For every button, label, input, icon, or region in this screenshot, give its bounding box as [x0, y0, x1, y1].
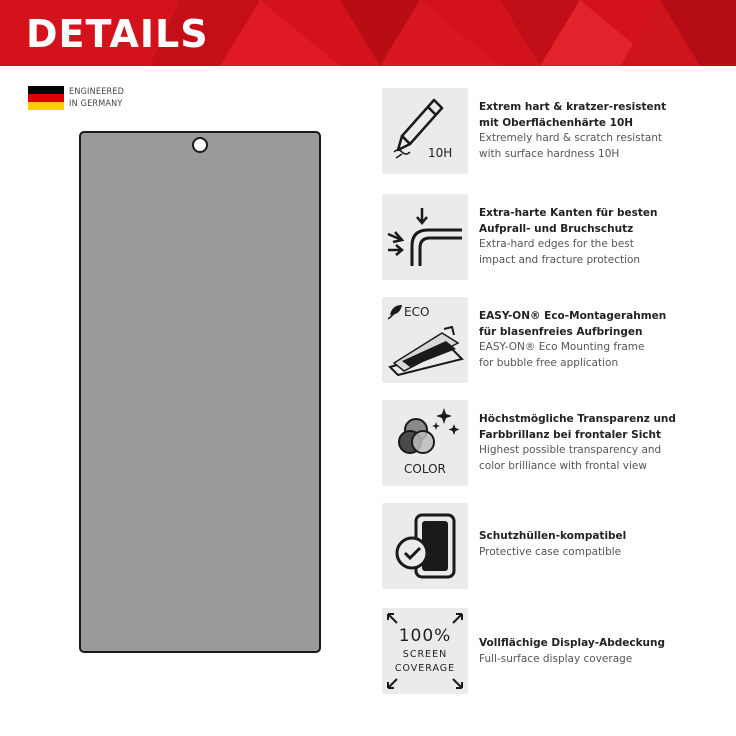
feature-mounting	[382, 297, 722, 383]
engineered-line2: IN GERMANY	[69, 99, 123, 109]
feature-title-en: Full-surface display coverage	[479, 652, 633, 665]
feature-title-en: Extra-hard edges for the best impact and fracture protection	[479, 238, 641, 266]
feature-title-de: Extra-harte Kanten für besten Aufprall- und Bruchschutz	[479, 207, 658, 235]
feature-title-en: EASY-ON® Eco Mounting frame for bubble free application	[479, 341, 645, 369]
eco-label: ECO	[404, 305, 430, 319]
feature-hardness	[382, 88, 722, 174]
hardness-label: 10H	[428, 146, 453, 160]
german-flag-icon	[28, 86, 64, 110]
engineered-badge	[69, 86, 124, 110]
screen-protector-illustration	[79, 131, 321, 653]
feature-title-de: Höchstmögliche Transparenz und Farbbrillanz bei frontaler Sicht	[479, 413, 676, 441]
color-circles-icon	[382, 400, 468, 486]
feature-title-de: Extrem hart & kratzer-resistent mit Oberflächenhärte 10H	[479, 101, 667, 129]
feature-title-de: Schutzhüllen-kompatibel	[479, 530, 627, 542]
case-compatible-icon	[382, 503, 468, 589]
color-label: COLOR	[404, 462, 446, 476]
camera-cutout	[192, 137, 208, 153]
page-title: DETAILS	[26, 12, 209, 56]
pen-scratch-icon	[382, 88, 468, 174]
coverage-sub2: COVERAGE	[394, 663, 456, 674]
feature-case-compatible	[382, 503, 722, 589]
feature-transparency	[382, 400, 722, 486]
screen-coverage-icon	[382, 608, 468, 694]
feature-full-coverage	[382, 608, 722, 694]
edge-protection-icon	[382, 194, 468, 280]
coverage-sub1: SCREEN	[402, 649, 448, 660]
header-banner	[0, 0, 736, 66]
engineered-line1: ENGINEERED	[69, 87, 125, 97]
feature-title-en: Extremely hard & scratch resistant with surface hardness 10H	[479, 132, 663, 160]
feature-title-de: Vollflächige Display-Abdeckung	[479, 637, 666, 649]
coverage-percent: 100%	[398, 626, 452, 646]
feature-title-en: Protective case compatible	[479, 545, 622, 558]
mounting-frame-icon	[382, 297, 468, 383]
feature-edges	[382, 194, 722, 280]
feature-title-en: Highest possible transparency and color brilliance with frontal view	[479, 444, 662, 472]
feature-title-de: EASY-ON® Eco-Montagerahmen für blasenfreies Aufbringen	[479, 310, 667, 338]
